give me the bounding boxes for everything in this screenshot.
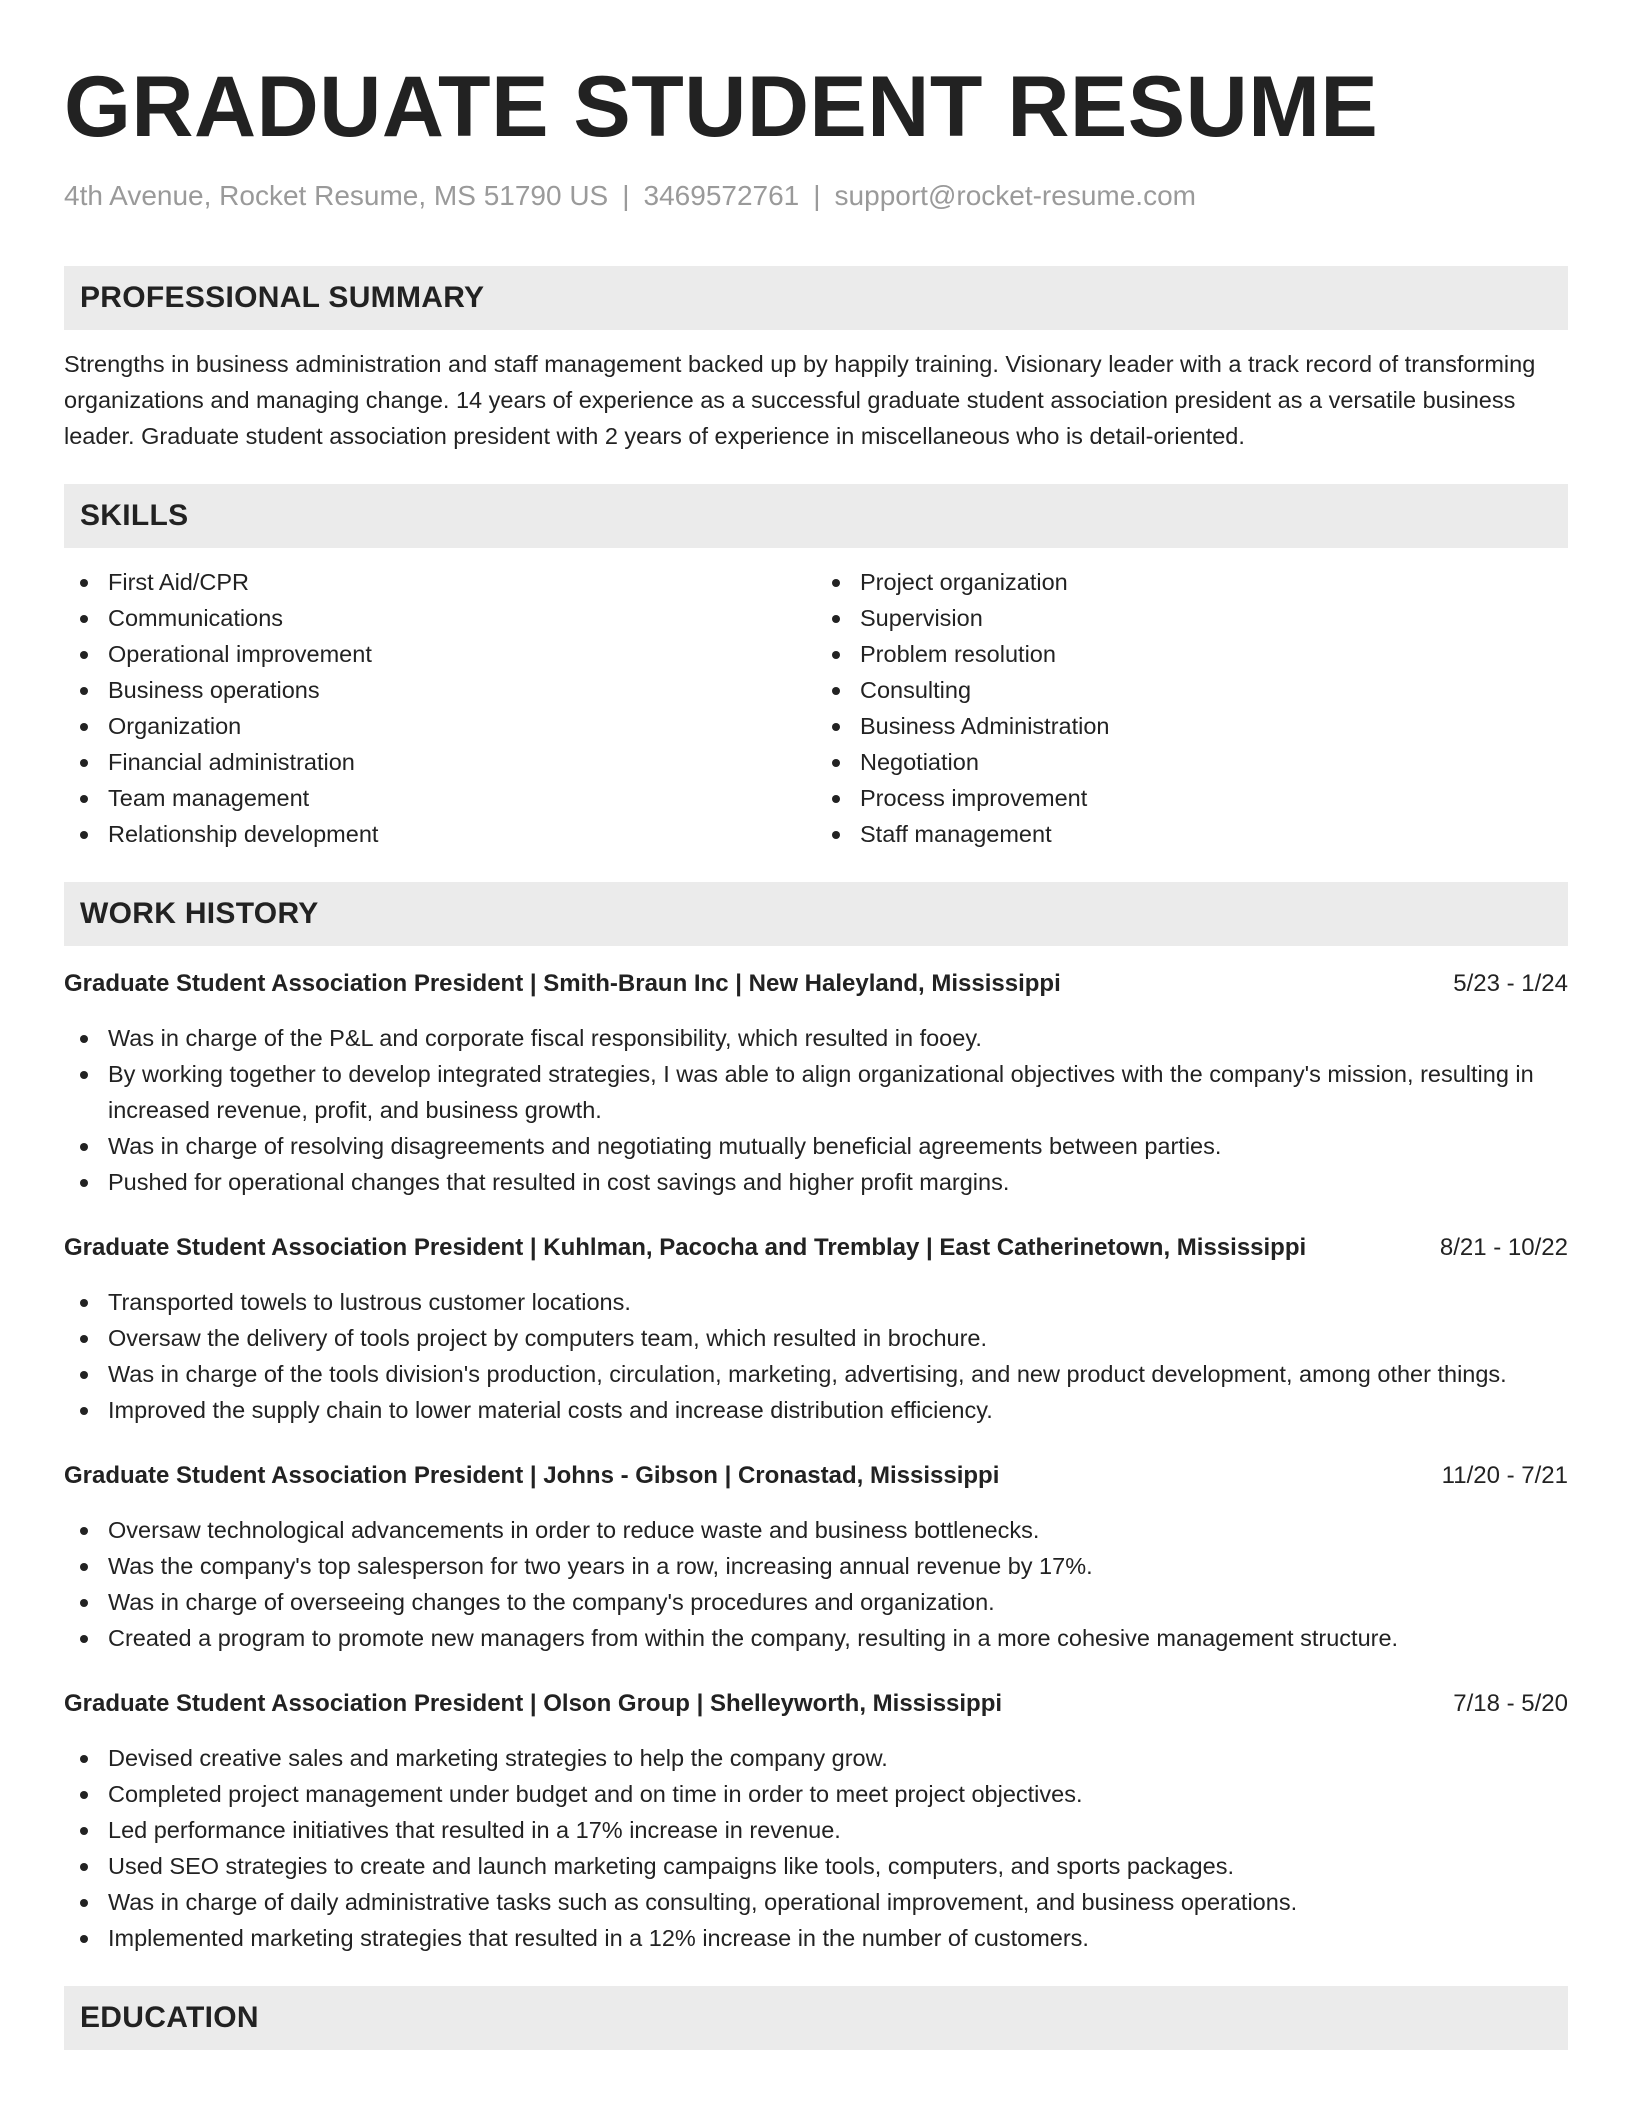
job-dates: 7/18 - 5/20 (1453, 1690, 1568, 1717)
skill-item: Process improvement (816, 780, 1568, 816)
job-bullet: Was in charge of the P&L and corporate fiscal responsibility, which resulted in fooey. (64, 1020, 1568, 1056)
job-title: Graduate Student Association President | Kuhlman, Pacocha and Tremblay | East Catherinetown, Mississippi (64, 1234, 1307, 1261)
job-bullet: Transported towels to lustrous customer locations. (64, 1284, 1568, 1320)
skill-item: Consulting (816, 672, 1568, 708)
skill-item: Problem resolution (816, 636, 1568, 672)
job-bullet: Devised creative sales and marketing strategies to help the company grow. (64, 1740, 1568, 1776)
job-entry (64, 966, 1568, 1200)
skill-item: Team management (64, 780, 816, 816)
skill-item: First Aid/CPR (64, 564, 816, 600)
job-entry (64, 1458, 1568, 1656)
skill-item: Negotiation (816, 744, 1568, 780)
job-title: Graduate Student Association President | Smith-Braun Inc | New Haleyland, Mississippi (64, 970, 1061, 997)
job-bullet: Used SEO strategies to create and launch marketing campaigns like tools, computers, and sports packages. (64, 1848, 1568, 1884)
skill-item: Communications (64, 600, 816, 636)
job-bullet: Completed project management under budget and on time in order to meet project objectives. (64, 1776, 1568, 1812)
job-dates: 8/21 - 10/22 (1439, 1234, 1568, 1261)
job-bullet: Was the company's top salesperson for two years in a row, increasing annual revenue by 17%. (64, 1548, 1568, 1584)
section-heading-work-history: WORK HISTORY (64, 882, 1568, 946)
skills-column-right (816, 564, 1568, 852)
section-heading-education: EDUCATION (64, 1986, 1568, 2050)
job-bullet: Was in charge of overseeing changes to the company's procedures and organization. (64, 1584, 1568, 1620)
contact-email: support@rocket-resume.com (834, 180, 1196, 211)
job-entry (64, 1230, 1568, 1428)
job-bullet: Implemented marketing strategies that resulted in a 12% increase in the number of customers. (64, 1920, 1568, 1956)
contact-address: 4th Avenue, Rocket Resume, MS 51790 US (64, 180, 609, 211)
skills-column-left (64, 564, 816, 852)
job-header (64, 1458, 1568, 1494)
job-bullets (64, 1020, 1568, 1200)
job-bullets (64, 1284, 1568, 1428)
skill-item: Relationship development (64, 816, 816, 852)
section-heading-skills: SKILLS (64, 484, 1568, 548)
job-bullet: Was in charge of daily administrative tasks such as consulting, operational improvement, and business operations. (64, 1884, 1568, 1920)
job-bullet: Was in charge of resolving disagreements and negotiating mutually beneficial agreements between parties. (64, 1128, 1568, 1164)
job-header (64, 966, 1568, 1002)
job-bullet: Created a program to promote new managers from within the company, resulting in a more cohesive management structure. (64, 1620, 1568, 1656)
job-bullet: By working together to develop integrated strategies, I was able to align organizational objectives with the company's mission, resulting in increased revenue, profit, and business growth. (64, 1056, 1568, 1128)
job-bullet: Oversaw technological advancements in order to reduce waste and business bottlenecks. (64, 1512, 1568, 1548)
job-bullet: Pushed for operational changes that resulted in cost savings and higher profit margins. (64, 1164, 1568, 1200)
skill-item: Business Administration (816, 708, 1568, 744)
job-bullet: Improved the supply chain to lower material costs and increase distribution efficiency. (64, 1392, 1568, 1428)
job-header (64, 1230, 1568, 1266)
skill-item: Project organization (816, 564, 1568, 600)
section-heading-summary: PROFESSIONAL SUMMARY (64, 266, 1568, 330)
job-dates: 11/20 - 7/21 (1441, 1462, 1568, 1489)
job-title: Graduate Student Association President | Johns - Gibson | Cronastad, Mississippi (64, 1462, 1000, 1489)
skill-item: Supervision (816, 600, 1568, 636)
skill-item: Business operations (64, 672, 816, 708)
skill-item: Operational improvement (64, 636, 816, 672)
resume-title: GRADUATE STUDENT RESUME (64, 59, 1379, 155)
contact-phone: 3469572761 (643, 180, 800, 211)
job-title: Graduate Student Association President | Olson Group | Shelleyworth, Mississippi (64, 1690, 1003, 1717)
skill-item: Staff management (816, 816, 1568, 852)
job-dates: 5/23 - 1/24 (1453, 970, 1568, 997)
job-bullet: Oversaw the delivery of tools project by computers team, which resulted in brochure. (64, 1320, 1568, 1356)
contact-separator: | (813, 180, 821, 211)
contact-separator: | (622, 180, 630, 211)
job-header (64, 1686, 1568, 1722)
skill-item: Financial administration (64, 744, 816, 780)
job-bullets (64, 1740, 1568, 1956)
summary-text: Strengths in business administration and staff management backed up by happily training. Visionary leader with a track record of transforming organizations and managing change. 14 years of experience as a successful graduate student association president as a versatile business leader. Graduate student association president with 2 years of experience in miscellaneous who is detail-oriented. (64, 351, 1536, 449)
job-entry (64, 1686, 1568, 1956)
job-bullet: Led performance initiatives that resulted in a 17% increase in revenue. (64, 1812, 1568, 1848)
job-bullet: Was in charge of the tools division's production, circulation, marketing, advertising, and new product development, among other things. (64, 1356, 1568, 1392)
job-bullets (64, 1512, 1568, 1656)
skill-item: Organization (64, 708, 816, 744)
skills-list (64, 564, 1568, 852)
contact-line (64, 180, 1568, 212)
